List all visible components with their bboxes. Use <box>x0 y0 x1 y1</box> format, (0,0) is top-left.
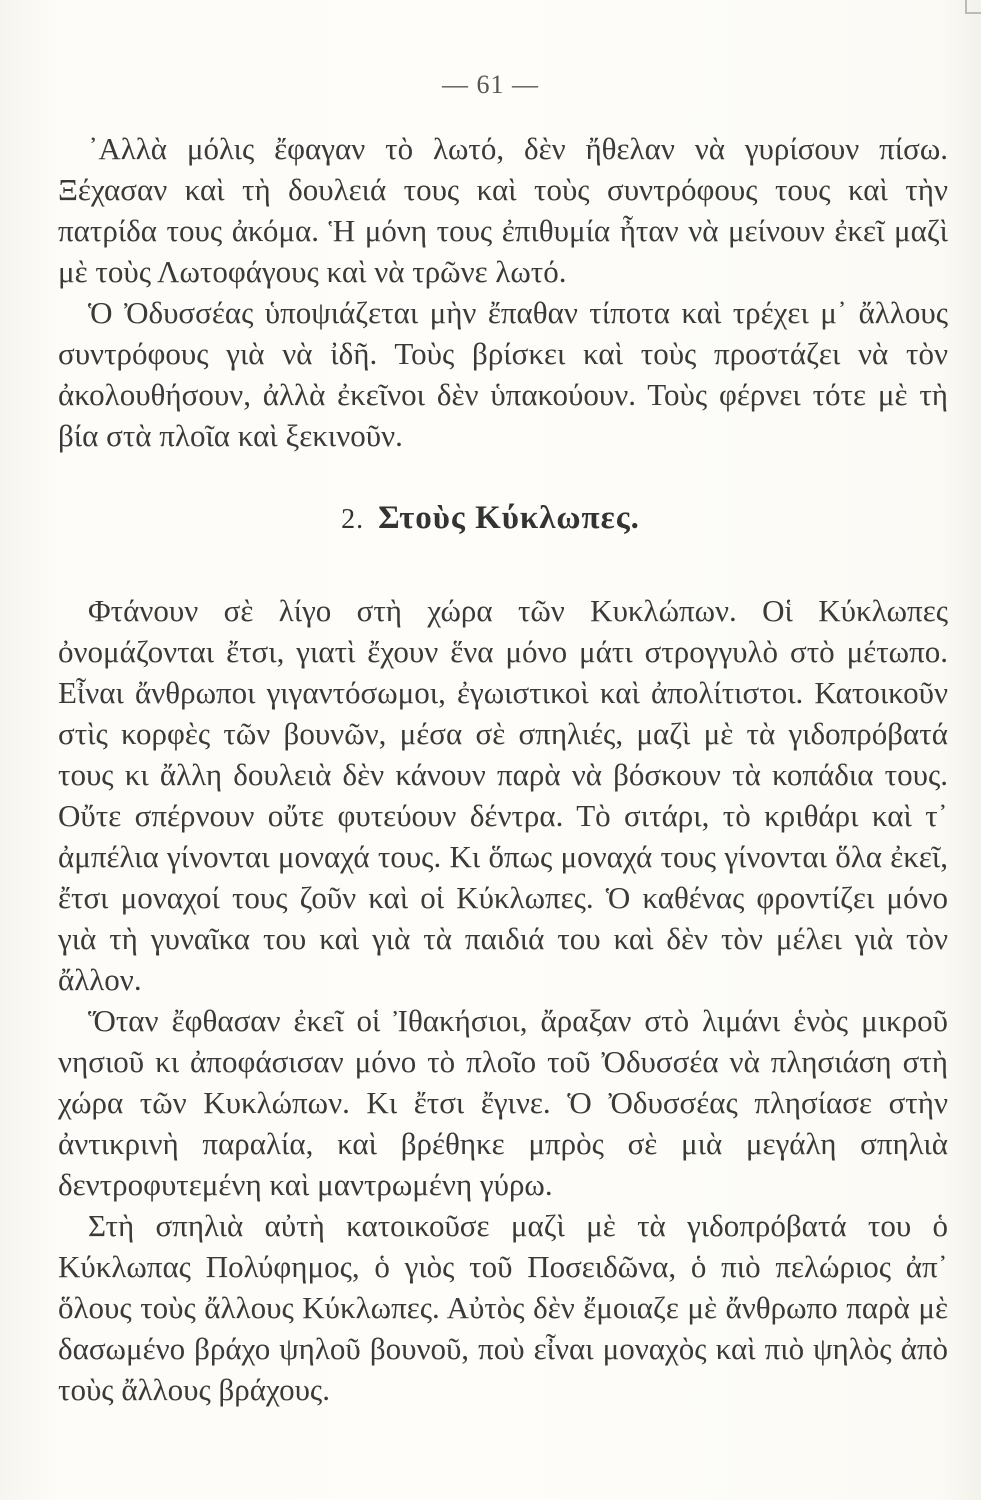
text-block-top <box>58 128 948 456</box>
paragraph: Ὅταν ἔφθασαν ἐκεῖ οἱ Ἰθακήσιοι, ἄραξαν στὸ λιμάνι ἑνὸς μικροῦ νησιοῦ κι ἀποφάσισαν μόνο τὸ πλοῖο τοῦ Ὀδυσσέα νὰ πλησιάση στὴ χώρα τῶν Κυκλώπων. Κι ἔτσι ἔγινε. Ὁ Ὀδυσσέας πλησίασε στὴν ἀντικρινὴ παραλία, καὶ βρέθηκε μπρὸς σὲ μιὰ μεγάλη σπηλιὰ δεντροφυτεμένη καὶ μαντρωμένη γύρω. <box>58 1003 948 1202</box>
section-heading <box>0 500 981 537</box>
text-block-section <box>58 590 948 1410</box>
corner-margin-mark <box>965 0 981 14</box>
section-number: 2. <box>341 504 365 535</box>
section-title: Στοὺς Κύκλωπες. <box>378 500 640 536</box>
paragraph: Φτάνουν σὲ λίγο στὴ χώρα τῶν Κυκλώπων. Οἱ Κύκλωπες ὀνομάζονται ἔτσι, γιατὶ ἔχουν ἕνα μόνο μάτι στρογγυλὸ στὸ μέτωπο. Εἶναι ἄνθρωποι γιγαντόσωμοι, ἐγωιστικοὶ καὶ ἀπολίτιστοι. Κατοικοῦν στὶς κορφὲς τῶν βουνῶν, μέσα σὲ σπηλιές, μαζὶ μὲ τὰ γιδοπρόβατά τους κι ἄλλη δουλειὰ δὲν κάνουν παρὰ νὰ βόσκουν τὰ κοπάδια τους. Οὔτε σπέρνουν οὔτε φυτεύουν δέντρα. Τὸ σιτάρι, τὸ κριθάρι καὶ τ᾿ ἀμπέλια γίνονται μοναχά τους. Κι ὅπως μοναχά τους γίνονται ὅλα ἐκεῖ, ἔτσι μοναχοί τους ζοῦν καὶ οἱ Κύκλωπες. Ὁ καθένας φροντίζει μόνο γιὰ τὴ γυναῖκα του καὶ γιὰ τὰ παιδιά του καὶ δὲν τὸν μέλει γιὰ τὸν ἄλλον. <box>58 593 948 997</box>
page-number: — 61 — <box>442 70 539 99</box>
paragraph: ᾿Αλλὰ μόλις ἔφαγαν τὸ λωτό, δὲν ἤθελαν νὰ γυρίσουν πίσω. Ξέχασαν καὶ τὴ δουλειά τους καὶ τοὺς συντρόφους τους καὶ τὴν πατρίδα τους ἀκόμα. Ἡ μόνη τους ἐπιθυμία ἦταν νὰ μείνουν ἐκεῖ μαζὶ μὲ τοὺς Λωτοφάγους καὶ νὰ τρῶνε λωτό. <box>58 131 948 289</box>
paragraph: Ὁ Ὀδυσσέας ὑποψιάζεται μὴν ἔπαθαν τίποτα καὶ τρέχει μ᾿ ἄλλους συντρόφους γιὰ νὰ ἰδῆ. Τοὺς βρίσκει καὶ τοὺς προστάζει νὰ τὸν ἀκολουθήσουν, ἀλλὰ ἐκεῖνοι δὲν ὑπακούουν. Τοὺς φέρνει τότε μὲ τὴ βία στὰ πλοῖα καὶ ξεκινοῦν. <box>58 295 948 453</box>
paragraph: Στὴ σπηλιὰ αὐτὴ κατοικοῦσε μαζὶ μὲ τὰ γιδοπρόβατά του ὁ Κύκλωπας Πολύφημος, ὁ γιὸς τοῦ Ποσειδῶνα, ὁ πιὸ πελώριος ἀπ᾿ ὅλους τοὺς ἄλλους Κύκλωπες. Αὐτὸς δὲν ἔμοιαζε μὲ ἄνθρωπο παρὰ μὲ δασωμένο βράχο ψηλοῦ βουνοῦ, ποὺ εἶναι μοναχὸς καὶ πιὸ ψηλὸς ἀπὸ τοὺς ἄλλους βράχους. <box>58 1208 948 1407</box>
